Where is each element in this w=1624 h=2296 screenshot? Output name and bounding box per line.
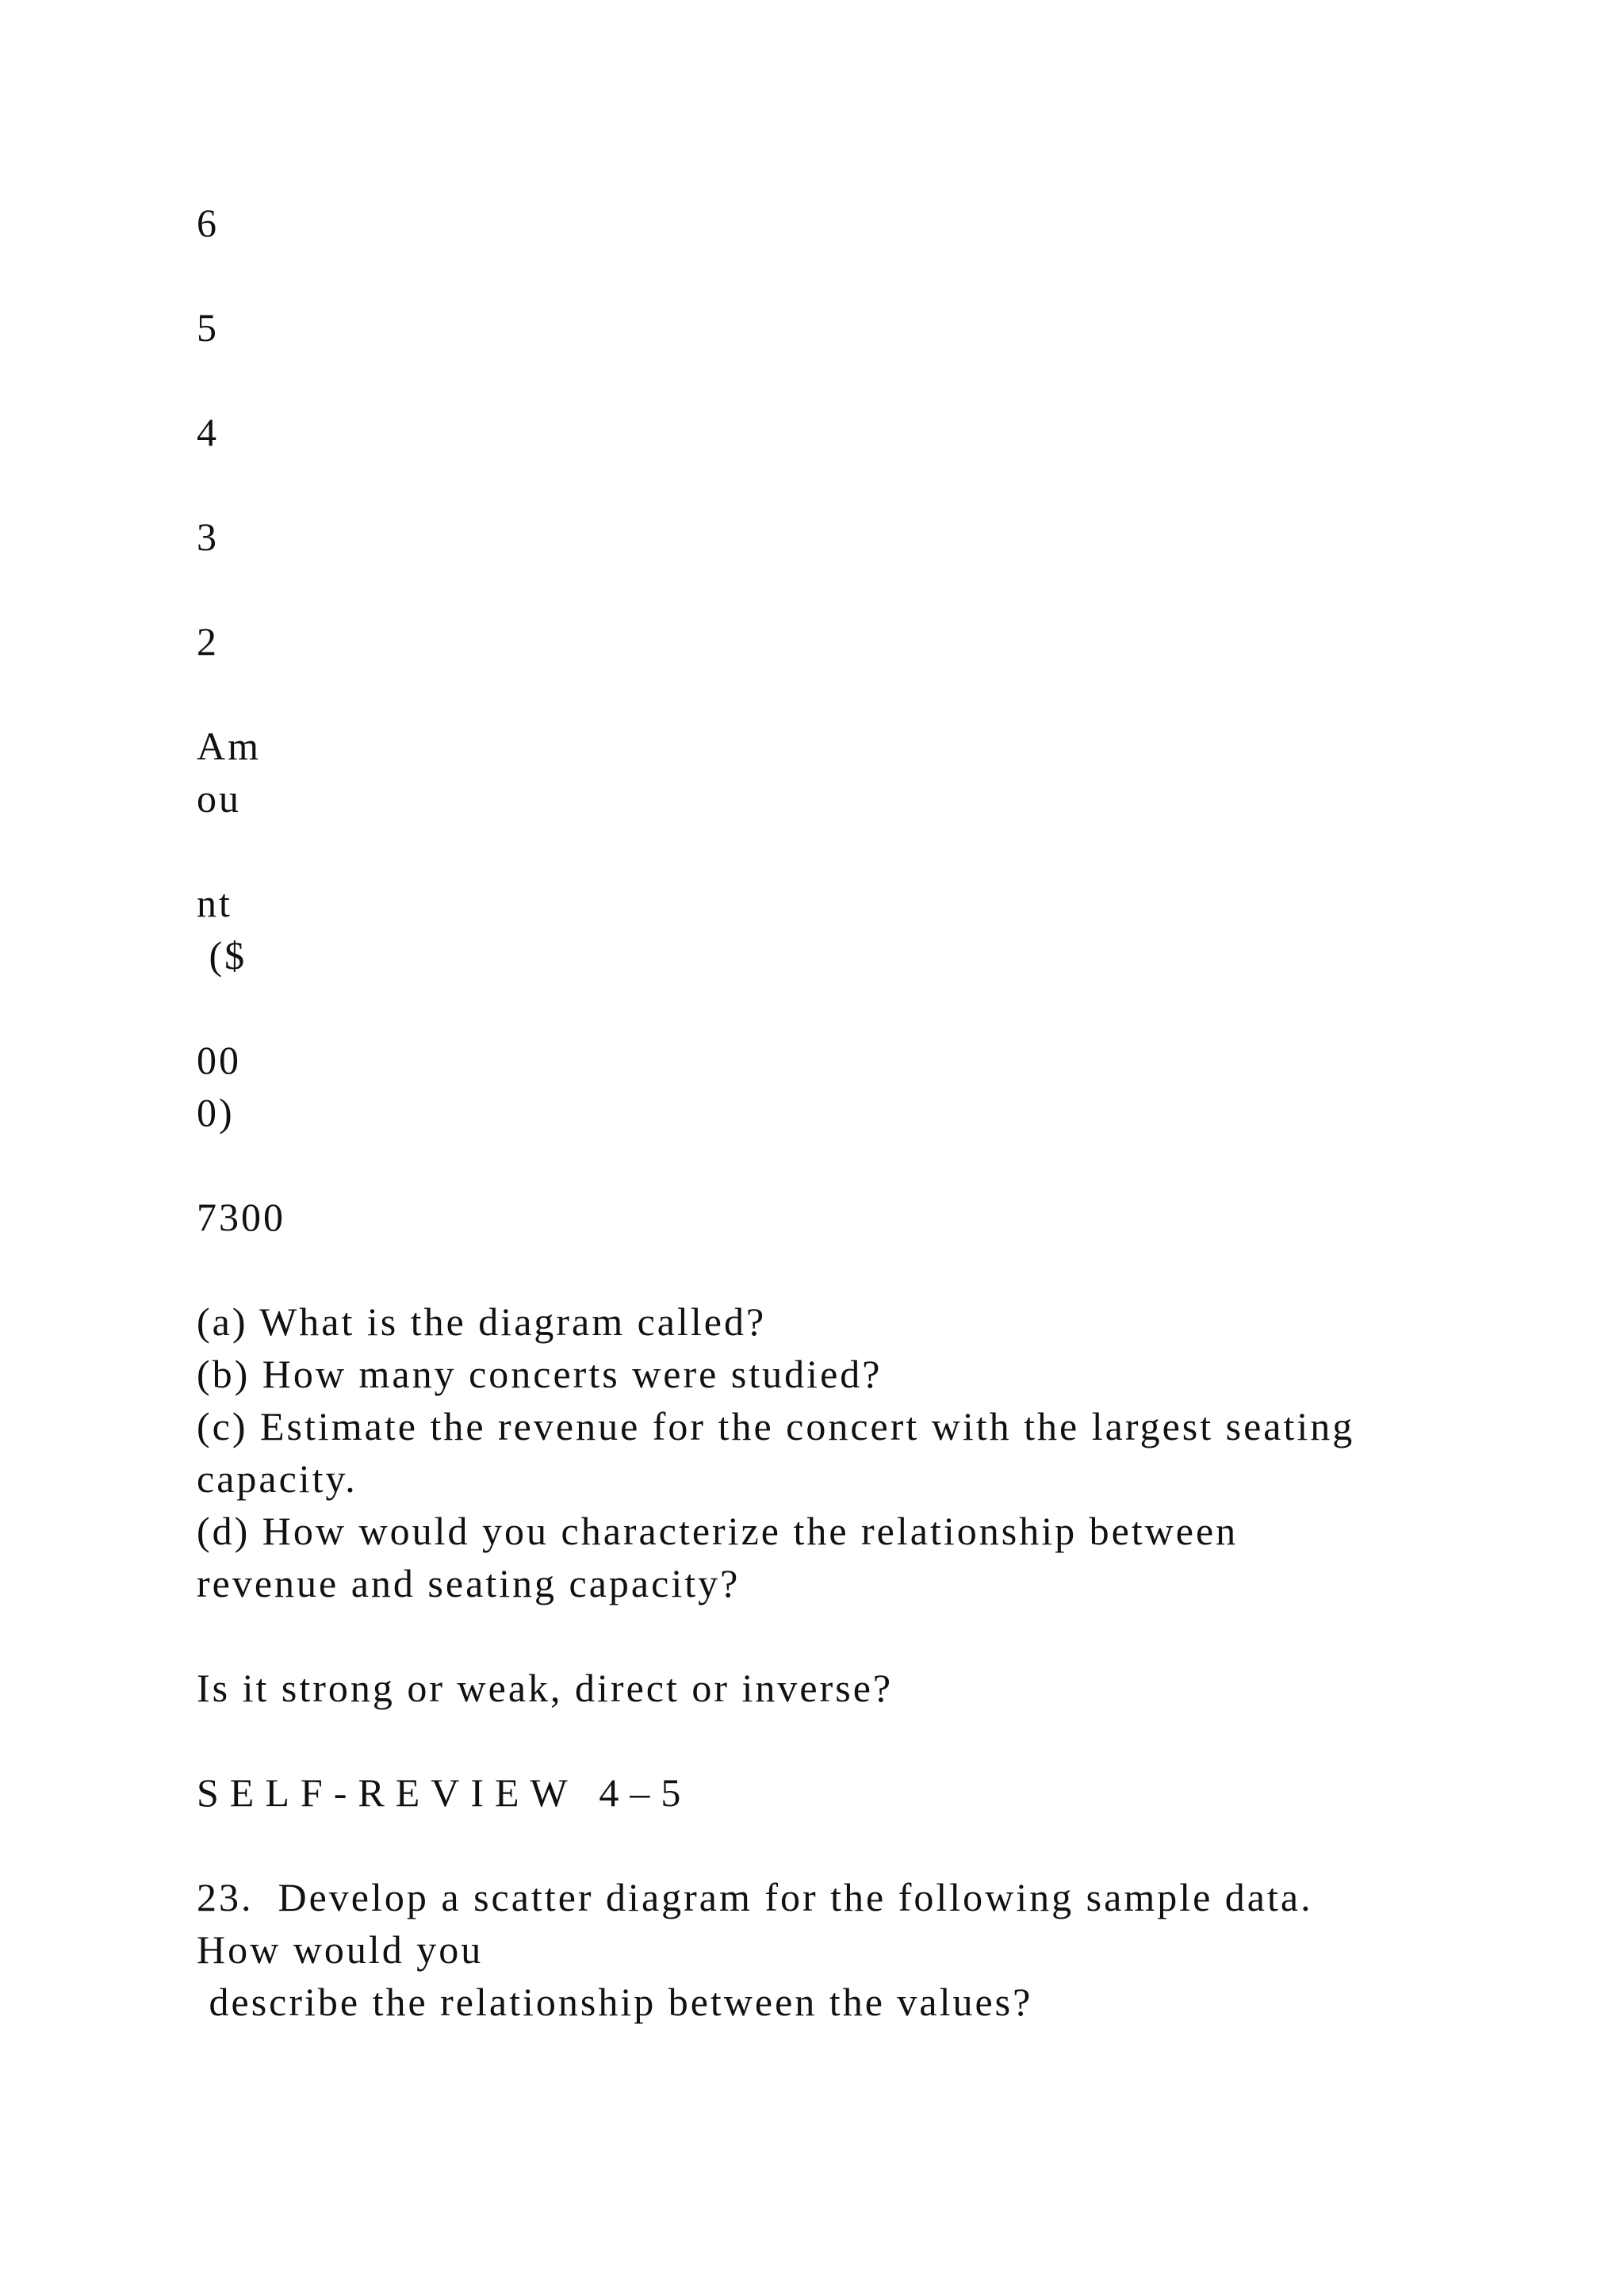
fragment-7300: 7300 — [197, 1195, 285, 1239]
exercise-line1: 23. Develop a scatter diagram for the following sample data. — [197, 1875, 1313, 1919]
fragment-4: 4 — [197, 410, 219, 454]
self-review-heading: SELF-REVIEW 4–5 — [197, 1770, 692, 1815]
fragment-nt: nt — [197, 881, 232, 925]
question-c-line2: capacity. — [197, 1456, 358, 1501]
question-a: (a) What is the diagram called? — [197, 1299, 767, 1344]
fragment-2: 2 — [197, 619, 219, 664]
fragment-6: 6 — [197, 201, 219, 245]
fragment-00: 00 — [197, 1038, 241, 1082]
question-d-line2: revenue and seating capacity? — [197, 1561, 741, 1605]
fragment-5: 5 — [197, 305, 219, 350]
question-b: (b) How many concerts were studied? — [197, 1352, 883, 1396]
exercise-line3: describe the relationship between the values? — [197, 1980, 1033, 2024]
question-follow-up: Is it strong or weak, direct or inverse? — [197, 1666, 894, 1710]
fragment-ou: ou — [197, 776, 241, 821]
question-c-line1: (c) Estimate the revenue for the concert with the largest seating — [197, 1404, 1355, 1448]
fragment-am: Am — [197, 724, 261, 768]
question-d-line1: (d) How would you characterize the relationship between — [197, 1509, 1239, 1553]
fragment-3: 3 — [197, 515, 219, 559]
exercise-line2: How would you — [197, 1927, 484, 1972]
fragment-0-paren: 0) — [197, 1090, 235, 1135]
fragment-paren-dollar: ($ — [197, 933, 247, 978]
